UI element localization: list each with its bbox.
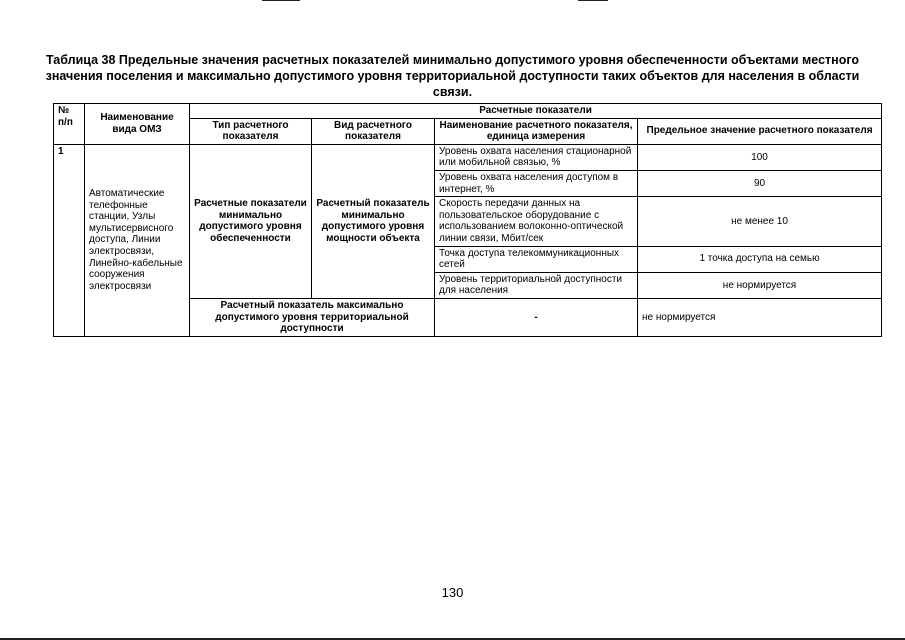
- indicator-cell: Точка доступа телекоммуникационных сетей: [435, 246, 638, 272]
- header-row-1: [54, 104, 882, 119]
- header-omz-name: Наименование вида ОМЗ: [85, 104, 190, 145]
- type-max: Расчетный показатель максимально допустимого уровня территориальной доступности: [190, 298, 435, 336]
- header-indicator: Наименование расчетного показателя, единица измерения: [435, 118, 638, 144]
- value-cell: не нормируется: [638, 298, 882, 336]
- indicator-cell: Уровень охвата населения доступом в интернет, %: [435, 170, 638, 196]
- value-cell: 90: [638, 170, 882, 196]
- indicator-cell: -: [435, 298, 638, 336]
- type-min: Расчетные показатели минимально допустимого уровня обеспеченности: [190, 144, 312, 298]
- omz-name: Автоматические телефонные станции, Узлы мультисервисного доступа, Линии электросвязи, Линейно-кабельные сооружения электросвязи: [85, 144, 190, 336]
- indicator-cell: Уровень территориальной доступности для населения: [435, 272, 638, 298]
- indicator-cell: Уровень охвата населения стационарной или мобильной связью, %: [435, 144, 638, 170]
- value-cell: 100: [638, 144, 882, 170]
- page-number: 130: [441, 585, 464, 600]
- communications-table: [53, 103, 882, 337]
- header-num: № п/п: [54, 104, 85, 145]
- kind-min: Расчетный показатель минимально допустимого уровня мощности объекта: [312, 144, 435, 298]
- row-number: 1: [54, 144, 85, 336]
- scan-edge-top-right: [578, 0, 608, 1]
- indicator-cell: Скорость передачи данных на пользовательское оборудование с использованием волоконно-оптической линии связи, Мбит/сек: [435, 197, 638, 246]
- value-cell: 1 точка доступа на семью: [638, 246, 882, 272]
- table-row: [54, 144, 882, 170]
- header-limit: Предельное значение расчетного показателя: [638, 118, 882, 144]
- header-kind: Вид расчетного показателя: [312, 118, 435, 144]
- value-cell: не нормируется: [638, 272, 882, 298]
- table-title: Таблица 38 Предельные значения расчетных показателей минимально допустимого уровня обеспеченности объектами местного значения поселения и максимально допустимого уровня территориальной доступности таких объектов для населения в области связи.: [45, 53, 860, 99]
- scan-edge-top-left: [262, 0, 300, 1]
- header-type: Тип расчетного показателя: [190, 118, 312, 144]
- value-cell: не менее 10: [638, 197, 882, 246]
- header-group: Расчетные показатели: [190, 104, 882, 119]
